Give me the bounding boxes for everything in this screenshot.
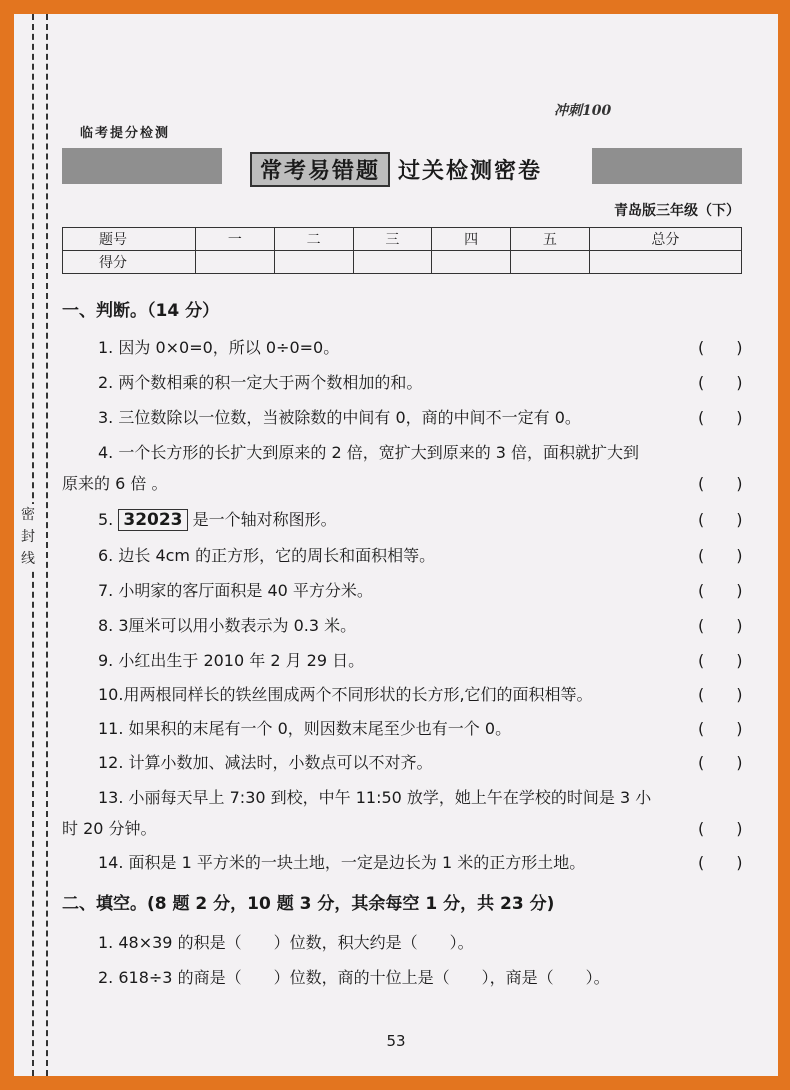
score-input-cell[interactable] bbox=[196, 251, 275, 274]
title-rest: 过关检测密卷 bbox=[398, 157, 543, 184]
answer-paren-7[interactable]: ( ) bbox=[698, 581, 743, 600]
answer-paren-4[interactable]: ( ) bbox=[698, 474, 743, 493]
question-14: 14. 面积是 1 平方米的一块土地，一定是边长为 1 米的正方形土地。 bbox=[98, 853, 586, 872]
score-cell: 题号 bbox=[63, 228, 196, 251]
grade-label: 青岛版三年级（下） bbox=[614, 203, 740, 219]
answer-paren-12[interactable]: ( ) bbox=[698, 753, 743, 772]
score-input-cell[interactable] bbox=[589, 251, 741, 274]
score-table-score-row bbox=[63, 251, 742, 274]
answer-paren-5[interactable]: ( ) bbox=[698, 510, 743, 529]
score-input-cell[interactable] bbox=[511, 251, 590, 274]
question-4: 4. 一个长方形的长扩大到原来的 2 倍，宽扩大到原来的 3 倍，面积就扩大到 bbox=[98, 443, 640, 462]
question-13-cont: 时 20 分钟。 bbox=[62, 819, 157, 838]
score-input-cell[interactable] bbox=[432, 251, 511, 274]
question-7: 7. 小明家的客厅面积是 40 平方分米。 bbox=[98, 581, 373, 600]
question-8: 8. 3厘米可以用小数表示为 0.3 米。 bbox=[98, 616, 357, 635]
score-cell: 得分 bbox=[63, 251, 196, 274]
title-main: 常考易错题 bbox=[250, 152, 390, 187]
top-right-label: 冲刺100 bbox=[554, 103, 612, 119]
header-band-left bbox=[62, 148, 222, 184]
score-cell: 总分 bbox=[589, 228, 741, 251]
score-cell: 二 bbox=[274, 228, 353, 251]
question-2: 2. 两个数相乘的积一定大于两个数相加的和。 bbox=[98, 373, 423, 392]
question-12: 12. 计算小数加、减法时，小数点可以不对齐。 bbox=[98, 753, 433, 772]
question-1: 1. 因为 0×0=0，所以 0÷0=0。 bbox=[98, 338, 340, 357]
fill-question-2: 2. 618÷3 的商是（ ）位数，商的十位上是（ ），商是（ ）。 bbox=[98, 968, 610, 987]
tag-label: 临考提分检测 bbox=[80, 126, 171, 141]
header-band-right bbox=[592, 148, 742, 184]
answer-paren-10[interactable]: ( ) bbox=[698, 685, 743, 704]
answer-paren-13[interactable]: ( ) bbox=[698, 819, 743, 838]
score-table-header-row bbox=[63, 228, 742, 251]
score-cell: 五 bbox=[511, 228, 590, 251]
answer-paren-3[interactable]: ( ) bbox=[698, 408, 743, 427]
question-5-number: 5. bbox=[98, 510, 114, 529]
question-9: 9. 小红出生于 2010 年 2 月 29 日。 bbox=[98, 651, 365, 670]
answer-paren-2[interactable]: ( ) bbox=[698, 373, 743, 392]
section-1-heading: 一、判断。（14 分） bbox=[62, 301, 220, 321]
answer-paren-1[interactable]: ( ) bbox=[698, 338, 743, 357]
score-cell: 三 bbox=[353, 228, 432, 251]
header bbox=[62, 118, 762, 198]
fill-question-1: 1. 48×39 的积是（ ）位数，积大约是（ ）。 bbox=[98, 933, 474, 952]
score-cell: 一 bbox=[196, 228, 275, 251]
answer-paren-11[interactable]: ( ) bbox=[698, 719, 743, 738]
answer-paren-9[interactable]: ( ) bbox=[698, 651, 743, 670]
question-5 bbox=[98, 508, 337, 532]
question-6: 6. 边长 4cm 的正方形，它的周长和面积相等。 bbox=[98, 546, 436, 565]
question-13: 13. 小丽每天早上 7:30 到校，中午 11:50 放学，她上午在学校的时间是 3 小 bbox=[98, 788, 652, 807]
exam-page bbox=[14, 14, 778, 1076]
margin-label: 密封线 bbox=[17, 504, 39, 570]
page-title bbox=[250, 152, 542, 186]
answer-paren-14[interactable]: ( ) bbox=[698, 853, 743, 872]
score-cell: 四 bbox=[432, 228, 511, 251]
question-4-cont: 原来的 6 倍 。 bbox=[62, 474, 168, 493]
score-input-cell[interactable] bbox=[274, 251, 353, 274]
answer-paren-6[interactable]: ( ) bbox=[698, 546, 743, 565]
score-input-cell[interactable] bbox=[353, 251, 432, 274]
question-11: 11. 如果积的末尾有一个 0，则因数末尾至少也有一个 0。 bbox=[98, 719, 512, 738]
question-3: 3. 三位数除以一位数，当被除数的中间有 0，商的中间不一定有 0。 bbox=[98, 408, 581, 427]
score-table bbox=[62, 227, 742, 274]
answer-paren-8[interactable]: ( ) bbox=[698, 616, 743, 635]
question-5-text: 是一个轴对称图形。 bbox=[192, 510, 337, 529]
section-2-heading: 二、填空。(8 题 2 分，10 题 3 分，其余每空 1 分，共 23 分) bbox=[62, 894, 555, 914]
boxed-number: 32023 bbox=[118, 509, 187, 531]
page-number: 53 bbox=[386, 1032, 406, 1050]
question-10: 10.用两根同样长的铁丝围成两个不同形状的长方形,它们的面积相等。 bbox=[98, 685, 593, 704]
